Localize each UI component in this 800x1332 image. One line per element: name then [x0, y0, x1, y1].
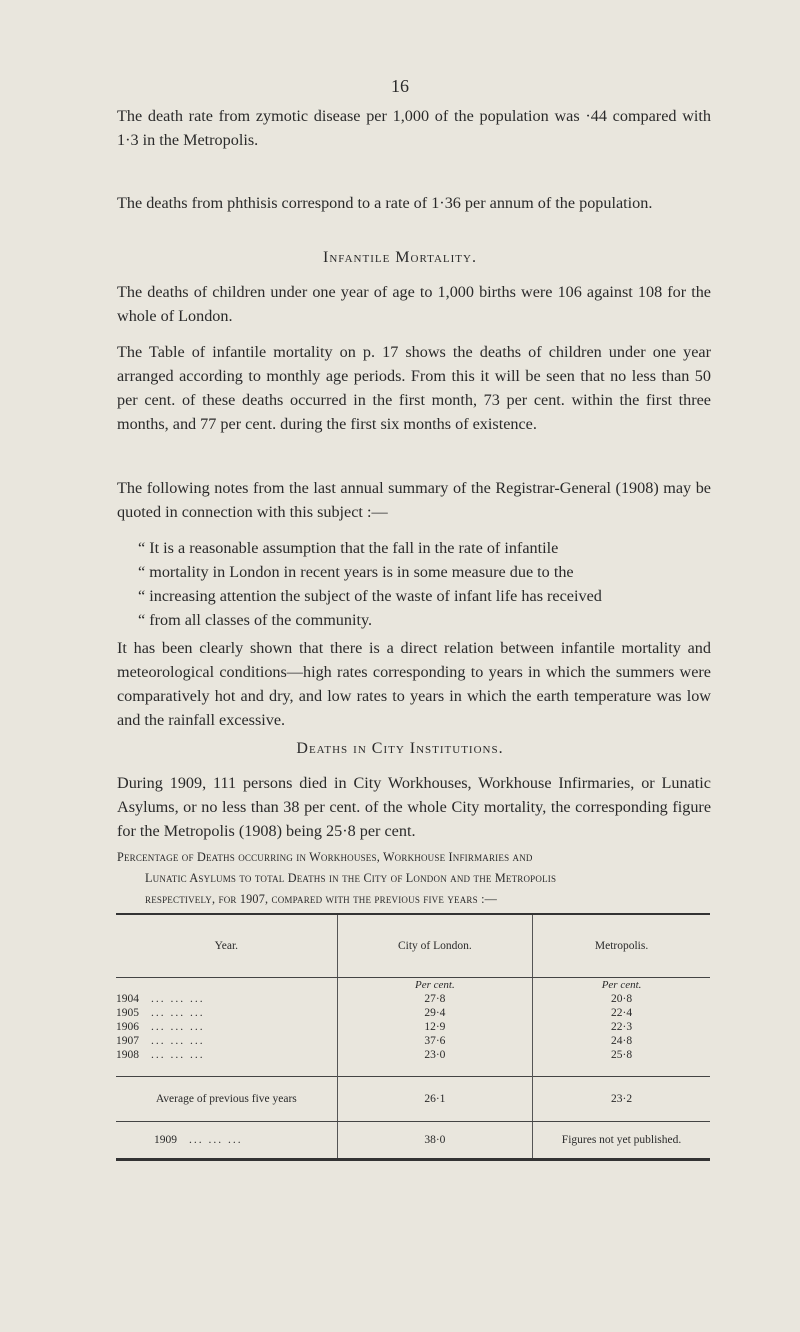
unit-city: Per cent. [337, 978, 532, 993]
average-city-value: 26·1 [337, 1077, 532, 1122]
row-metro-value: 22·4 [533, 1006, 710, 1020]
infant-table-paragraph: The Table of infantile mortality on p. 17 shows the deaths of children under one year arranged according to monthly age periods. From this it will be seen that no less than 50 per cent. of these deaths occurred in the first month, 73 per cent. within the first three months, and 77 per cent. during the first six months of existence. [117, 343, 711, 433]
header-metropolis: Metropolis. [533, 914, 710, 978]
quote-line: “ It is a reasonable assumption that the fall in the rate of infantile [138, 539, 559, 557]
row-metro-value: 24·8 [533, 1034, 710, 1048]
infant-rate-paragraph: The deaths of children under one year of age to 1,000 births were 106 against 108 for the whole of London. [117, 283, 711, 325]
dot-leader: ... ... ... [151, 1049, 205, 1061]
table-row [116, 1006, 710, 1020]
current-metro-value: Figures not yet published. [533, 1122, 710, 1160]
dot-leader: ... ... ... [151, 1007, 205, 1019]
row-city-value: 37·6 [337, 1034, 532, 1048]
relation-paragraph: It has been clearly shown that there is a direct relation between infantile mortality and meteorological conditions—high rates corresponding to years in which the summers were comparatively hot and dry, and low rates to years in which the earth temperature was low and the rainfall excessive. [117, 639, 711, 729]
infantile-mortality-heading: Infantile Mortality. [323, 249, 477, 266]
dot-leader: ... ... ... [151, 993, 205, 1005]
institutions-paragraph: During 1909, 111 persons died in City Workhouses, Workhouse Infirmaries, or Lunatic Asylums, or no less than 38 per cent. of the whole City mortality, the corresponding figure for the Metropolis (1908) being 25·8 per cent. [117, 774, 711, 840]
row-year: 1905 [116, 1007, 139, 1019]
quote-line: “ from all classes of the community. [138, 611, 373, 629]
registrar-paragraph: The following notes from the last annual summary of the Registrar-General (1908) may be quoted in connection with this subject :— [117, 479, 711, 521]
row-metro-value: 22·3 [533, 1020, 710, 1034]
row-city-value: 27·8 [337, 992, 532, 1006]
row-year: 1907 [116, 1035, 139, 1047]
deaths-city-institutions-heading: Deaths in City Institutions. [296, 740, 504, 757]
phthisis-paragraph: The deaths from phthisis correspond to a rate of 1·36 per annum of the population. [117, 194, 653, 212]
dot-leader: ... ... ... [151, 1035, 205, 1047]
unit-metropolis: Per cent. [533, 978, 710, 993]
page-number: 16 [391, 76, 409, 96]
row-city-value: 29·4 [337, 1006, 532, 1020]
header-city-of-london: City of London. [337, 914, 532, 978]
row-year: 1904 [116, 993, 139, 1005]
table-row [116, 992, 710, 1006]
zymotic-paragraph: The death rate from zymotic disease per 1,000 of the population was ·44 compared with 1·3 in the Metropolis. [117, 107, 711, 149]
quote-line: “ increasing attention the subject of the waste of infant life has received [138, 587, 602, 605]
table-row [116, 1048, 710, 1077]
quote-line: “ mortality in London in recent years is in some measure due to the [138, 563, 574, 581]
caption-line: Percentage of Deaths occurring in Workhouses, Workhouse Infirmaries and [117, 850, 533, 864]
dot-leader: ... ... ... [151, 1021, 205, 1033]
registrar-quote [138, 536, 712, 632]
header-year: Year. [116, 914, 337, 978]
table-row [116, 1020, 710, 1034]
caption-line: Lunatic Asylums to total Deaths in the City of London and the Metropolis [145, 871, 557, 885]
row-year: 1906 [116, 1021, 139, 1033]
percentage-deaths-table [116, 913, 710, 1161]
current-city-value: 38·0 [337, 1122, 532, 1160]
row-city-value: 23·0 [337, 1048, 532, 1077]
average-metro-value: 23·2 [533, 1077, 710, 1122]
row-metro-value: 25·8 [533, 1048, 710, 1077]
row-metro-value: 20·8 [533, 992, 710, 1006]
current-year: 1909 [154, 1134, 177, 1146]
row-city-value: 12·9 [337, 1020, 532, 1034]
current-year-row [116, 1122, 710, 1160]
caption-line: respectively, for 1907, compared with the previous five years :— [145, 892, 498, 906]
average-row [116, 1077, 710, 1122]
table-caption [117, 847, 711, 910]
average-label: Average of previous five years [116, 1077, 337, 1122]
dot-leader: ... ... ... [189, 1134, 243, 1146]
row-year: 1908 [116, 1049, 139, 1061]
table-row [116, 1034, 710, 1048]
